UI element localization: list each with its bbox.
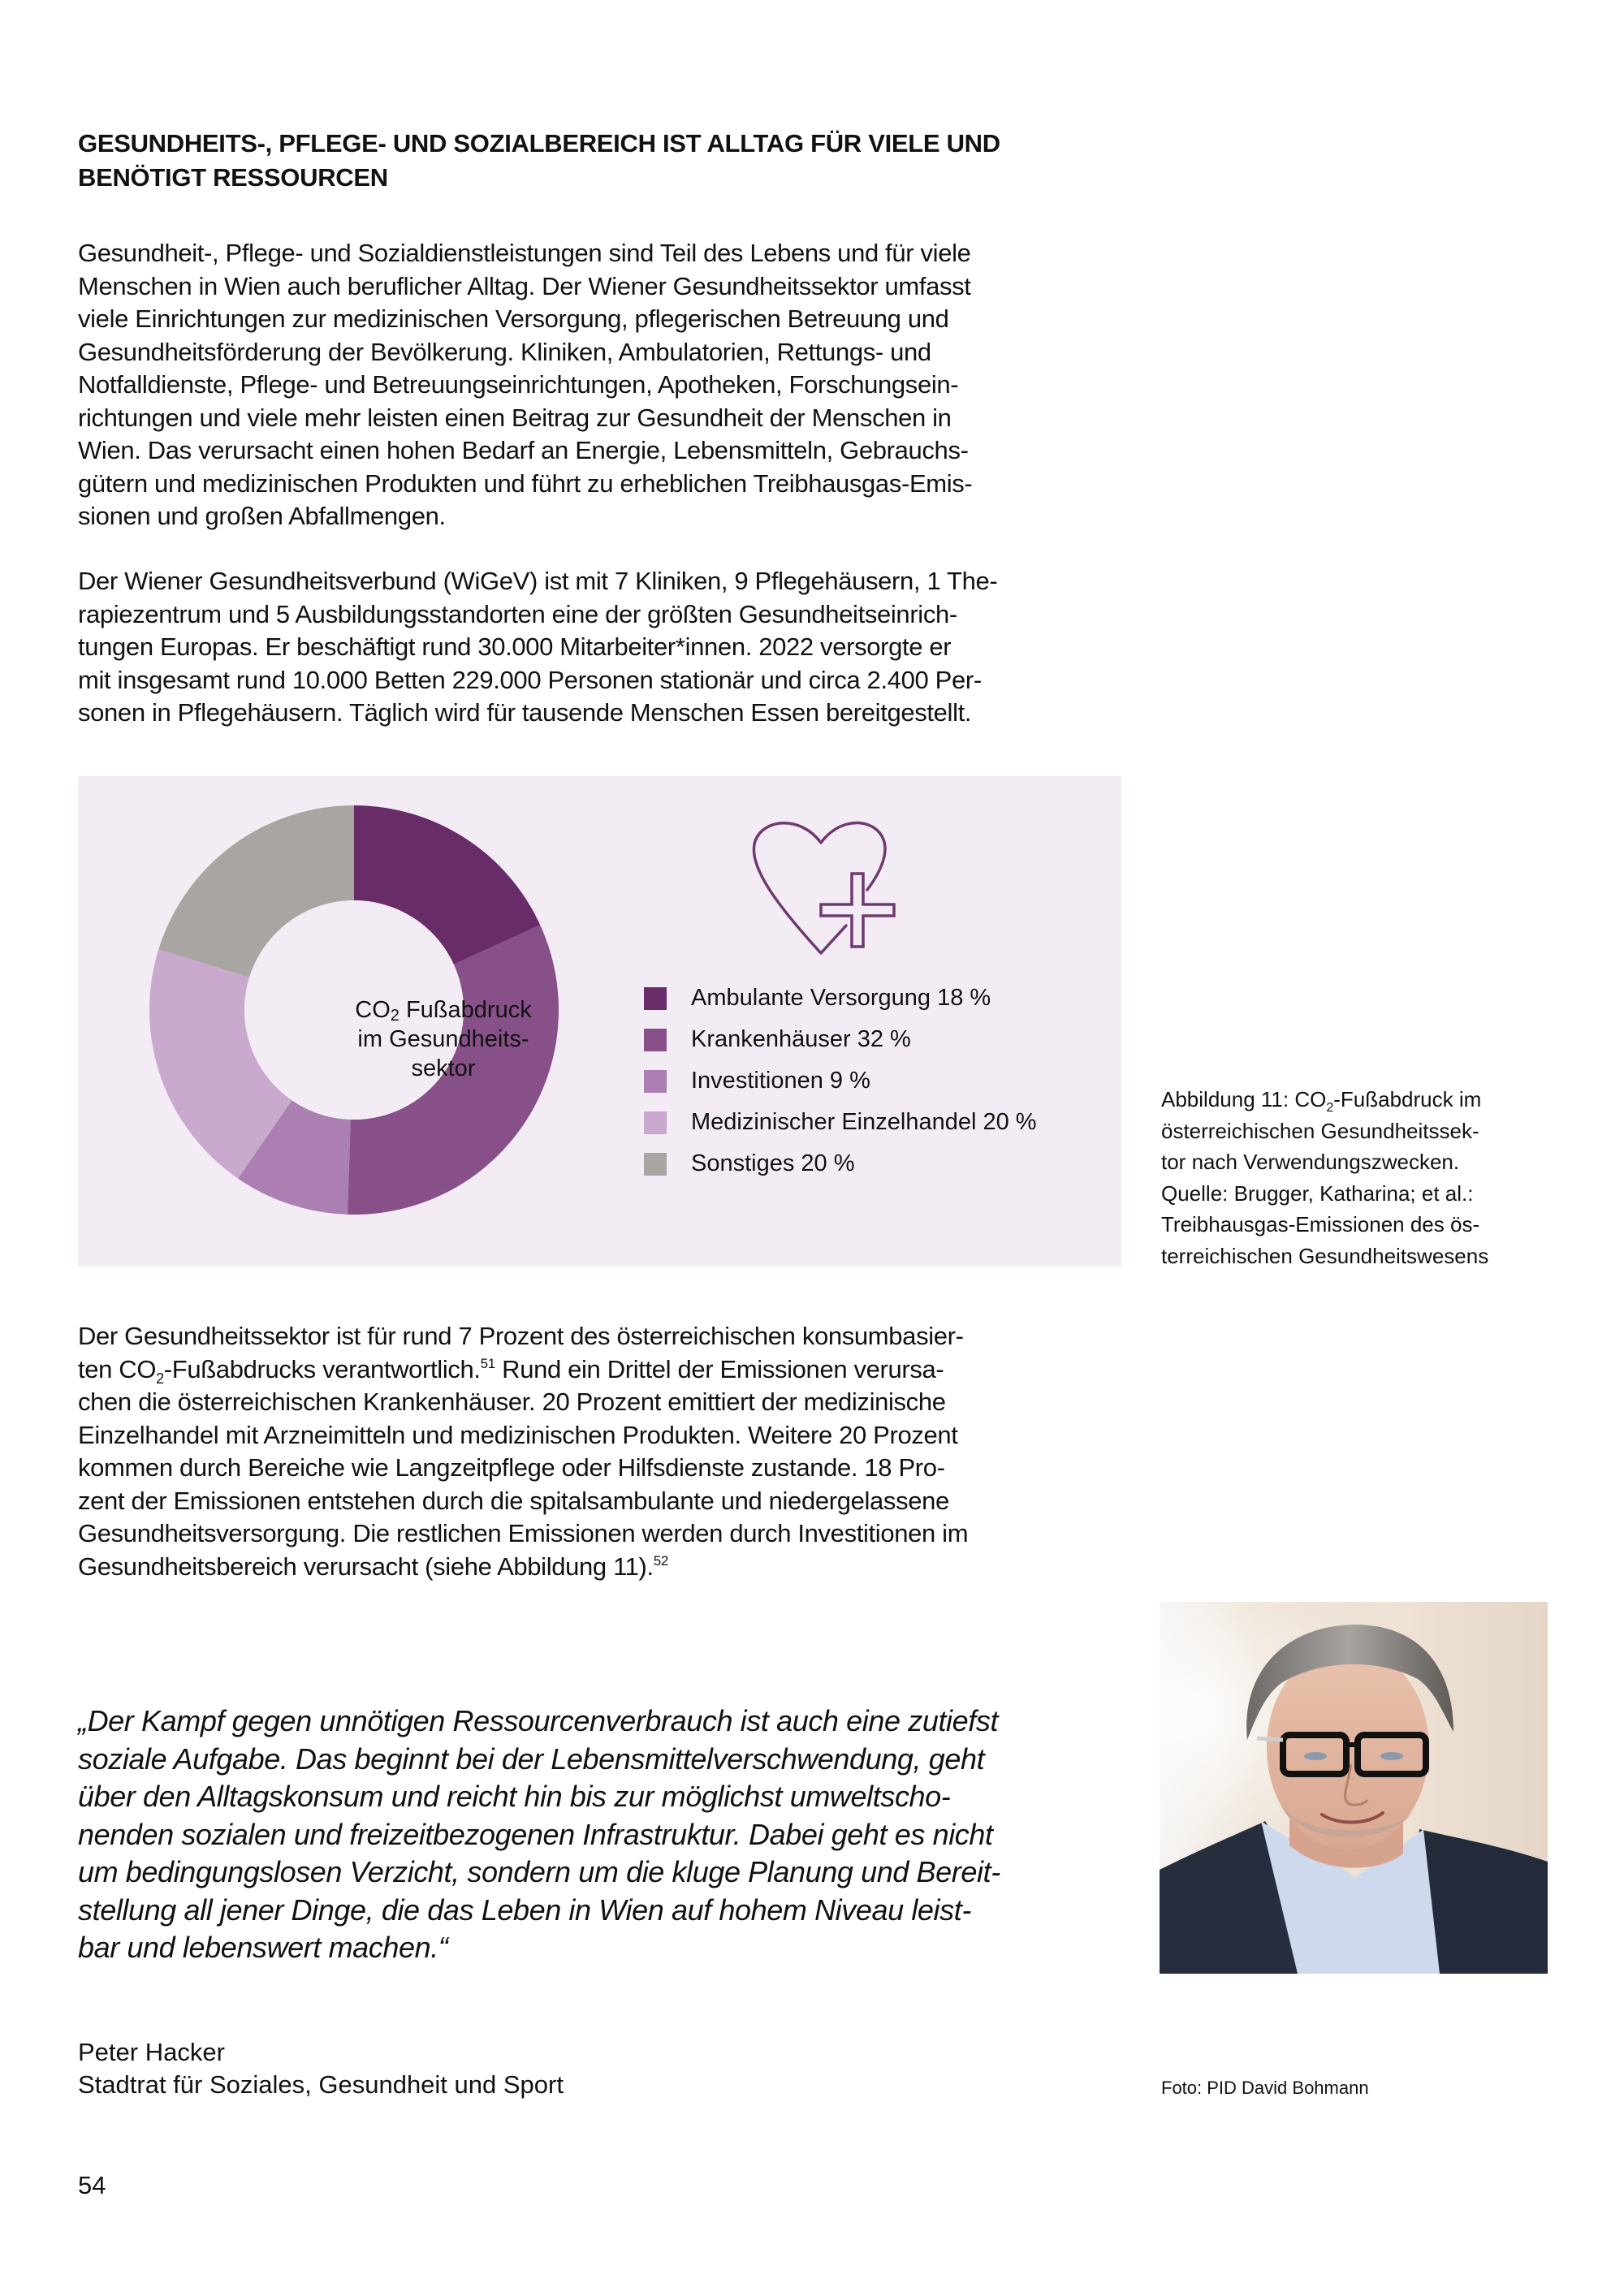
heading-line-1: GESUNDHEITS-, PFLEGE- UND SOZIALBEREICH IST ALLTAG FÜR VIELE UND [78, 129, 1000, 158]
legend-swatch [644, 1070, 667, 1093]
quote-line: soziale Aufgabe. Das beginnt bei der Lebensmittelverschwendung, geht [78, 1741, 985, 1776]
legend-swatch [644, 987, 667, 1010]
quote-line: stellung all jener Dinge, die das Leben in Wien auf hohem Niveau leist- [78, 1892, 971, 1927]
text-line: chen die österreichischen Krankenhäuser. 20 Prozent emittiert der medizinische [78, 1388, 946, 1416]
text-line: Wien. Das verursacht einen hohen Bedarf an Energie, Lebensmitteln, Gebrauchs- [78, 436, 969, 464]
figure-caption [1161, 1084, 1583, 1271]
text-line: kommen durch Bereiche wie Langzeitpflege oder Hilfsdienste zustande. 18 Pro- [78, 1453, 945, 1482]
caption-text: Abbildung 11: CO [1161, 1087, 1327, 1111]
quote-line: „Der Kampf gegen unnötigen Ressourcenverbrauch ist auch eine zutiefst [78, 1704, 999, 1737]
center-label-footprint: Fußabdruck [399, 997, 532, 1023]
author-name: Peter Hacker [78, 2038, 225, 2066]
text-line: Einzelhandel mit Arzneimitteln und medizinischen Produkten. Weitere 20 Prozent [78, 1420, 958, 1449]
footnote-ref[interactable]: 51 [480, 1355, 495, 1371]
caption-line: Treibhausgas-Emissionen des ös- [1161, 1212, 1480, 1236]
text-line [78, 1551, 1134, 1584]
portrait-illustration [1160, 1602, 1548, 1974]
donut-center-label [322, 995, 565, 1083]
quote-line: über den Alltagskonsum und reicht hin bis zur möglichst umweltscho- [78, 1780, 951, 1813]
text-line: Notfalldienste, Pflege- und Betreuungseinrichtungen, Apotheken, Forschungsein- [78, 370, 959, 399]
text-line: mit insgesamt rund 10.000 Betten 229.000 Personen stationär und circa 2.400 Per- [78, 665, 982, 694]
caption-line: tor nach Verwendungszwecken. [1161, 1150, 1460, 1174]
footnote-ref[interactable]: 52 [653, 1552, 669, 1569]
legend-swatch [644, 1111, 667, 1134]
portrait-photo [1160, 1602, 1548, 1974]
text-fragment: Gesundheitsbereich verursacht (siehe Abbildung 11). [78, 1552, 654, 1581]
legend-label: Krankenhäuser 32 % [691, 1026, 911, 1052]
text-fragment: ten CO [78, 1354, 157, 1383]
section-heading [78, 127, 1134, 195]
legend-label: Investitionen 9 % [691, 1068, 870, 1094]
text-line: Gesundheitsversorgung. Die restlichen Emissionen werden durch Investitionen im [78, 1519, 969, 1547]
caption-text: -Fußabdruck im [1333, 1087, 1482, 1111]
text-line: viele Einrichtungen zur medizinischen Versorgung, pflegerischen Betreuung und [78, 304, 949, 333]
caption-line: österreichischen Gesundheitssek- [1161, 1118, 1479, 1143]
caption-line: Quelle: Brugger, Katharina; et al.: [1161, 1180, 1474, 1206]
text-line: sionen und großen Abfallmengen. [78, 502, 446, 530]
legend-swatch [644, 1029, 667, 1051]
emissions-paragraph [78, 1320, 1134, 1583]
legend-item [644, 1102, 1037, 1143]
page-number: 54 [78, 2171, 106, 2199]
text-line: richtungen und viele mehr leisten einen Beitrag zur Gesundheit der Menschen in [78, 403, 952, 432]
text-fragment: -Fußabdrucks verantwortlich. [163, 1354, 481, 1383]
center-label-co: CO [355, 997, 391, 1023]
caption-subscript: 2 [1326, 1101, 1334, 1115]
intro-paragraph [78, 237, 1134, 533]
wigev-paragraph [78, 565, 1134, 730]
legend-item [644, 1019, 1037, 1060]
text-fragment: Rund ein Drittel der Emissionen verursa- [495, 1354, 944, 1383]
legend-label: Sonstiges 20 % [691, 1150, 855, 1176]
legend-swatch [644, 1153, 667, 1176]
photo-credit: Foto: PID David Bohmann [1161, 2078, 1369, 2098]
text-line: Gesundheit-, Pflege- und Sozialdienstleistungen sind Teil des Lebens und für viele [78, 239, 971, 267]
text-line: Menschen in Wien auch beruflicher Alltag. Der Wiener Gesundheitssektor umfasst [78, 271, 971, 300]
legend-label: Ambulante Versorgung 18 % [691, 985, 991, 1011]
subscript: 2 [156, 1370, 164, 1387]
center-label-subscript: 2 [390, 1007, 400, 1025]
quote-attribution [78, 2036, 564, 2101]
heart-plus-icon [745, 817, 908, 955]
legend-item [644, 978, 1037, 1019]
chart-legend [644, 978, 1037, 1185]
legend-item [644, 1143, 1037, 1185]
legend-item [644, 1060, 1037, 1102]
co2-footprint-infographic [78, 776, 1121, 1267]
text-line: tungen Europas. Er beschäftigt rund 30.000 Mitarbeiter*innen. 2022 versorgte er [78, 632, 952, 661]
center-label-line-3: sektor [411, 1055, 476, 1081]
center-label-line-2: im Gesundheits- [357, 1026, 529, 1052]
legend-label: Medizinischer Einzelhandel 20 % [691, 1109, 1037, 1135]
quote-line: bar und lebenswert machen.“ [78, 1931, 448, 1964]
quote-line: um bedingungslosen Verzicht, sondern um die kluge Planung und Bereit- [78, 1855, 1000, 1888]
text-line: Der Gesundheitssektor ist für rund 7 Prozent des österreichischen konsumbasier- [78, 1322, 964, 1350]
text-line: Der Wiener Gesundheitsverbund (WiGeV) ist mit 7 Kliniken, 9 Pflegehäusern, 1 The- [78, 567, 998, 595]
text-line: rapiezentrum und 5 Ausbildungsstandorten eine der größten Gesundheitseinrich- [78, 599, 957, 628]
text-line: Gesundheitsförderung der Bevölkerung. Kliniken, Ambulatorien, Rettungs- und [78, 337, 931, 366]
text-line: zent der Emissionen entstehen durch die spitalsambulante und niedergelassene [78, 1486, 949, 1515]
pull-quote [78, 1703, 1150, 1967]
text-line [78, 1353, 1134, 1387]
text-line: gütern und medizinischen Produkten und führt zu erheblichen Treibhausgas-Emis- [78, 468, 973, 498]
caption-line: terreichischen Gesundheitswesens [1161, 1243, 1489, 1268]
author-role: Stadtrat für Soziales, Gesundheit und Sport [78, 2070, 564, 2099]
text-line: sonen in Pflegehäusern. Täglich wird für tausende Menschen Essen bereitgestellt. [78, 698, 972, 727]
heading-line-2: BENÖTIGT RESSOURCEN [78, 163, 388, 192]
quote-line: nenden sozialen und freizeitbezogenen Infrastruktur. Dabei geht es nicht [78, 1817, 993, 1851]
